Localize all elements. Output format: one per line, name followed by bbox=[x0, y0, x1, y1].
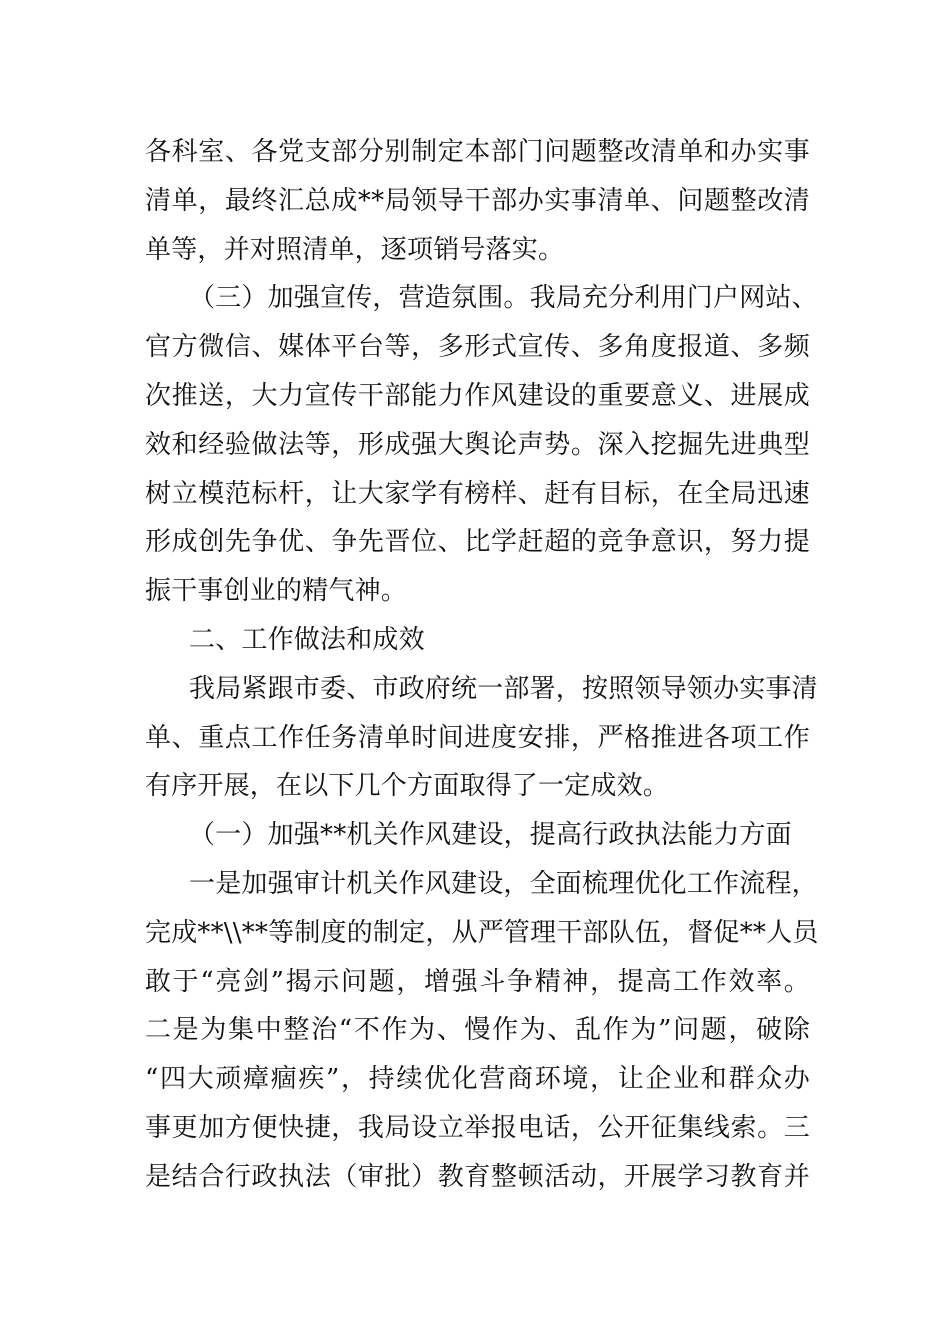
body-line-18: 敢于“亮剑”揭示问题，增强斗争精神，提高工作效率。 bbox=[145, 966, 810, 997]
body-line-22: 是结合行政执法（审批）教育整顿活动，开展学习教育并 bbox=[145, 1161, 810, 1192]
body-line-5: 官方微信、媒体平台等，多形式宣传、多角度报道、多频 bbox=[145, 332, 810, 363]
document-body bbox=[145, 128, 819, 1202]
body-line-14: 有序开展，在以下几个方面取得了一定成效。 bbox=[145, 771, 670, 802]
body-line-2: 清单，最终汇总成**局领导干部办实事清单、问题整改清 bbox=[145, 185, 810, 216]
body-line-3: 单等，并对照清单，逐项销号落实。 bbox=[145, 234, 565, 265]
body-line-12: 我局紧跟市委、市政府统一部署，按照领导领办实事清 bbox=[189, 673, 818, 704]
body-line-1: 各科室、各党支部分别制定本部门问题整改清单和办实事 bbox=[145, 137, 810, 167]
body-line-17: 完成**\\**等制度的制定，从严管理干部队伍，督促**人员 bbox=[145, 917, 819, 948]
body-line-8: 树立模范标杆，让大家学有榜样、赶有目标，在全局迅速 bbox=[145, 478, 810, 509]
body-line-20: “四大顽瘴痼疾”，持续优化营商环境，让企业和群众办 bbox=[145, 1064, 810, 1095]
body-line-9: 形成创先争优、争先晋位、比学赶超的竞争意识，努力提 bbox=[145, 527, 810, 558]
body-line-10: 振干事创业的精气神。 bbox=[145, 576, 408, 607]
body-line-16: 一是加强审计机关作风建设，全面梳理优化工作流程， bbox=[189, 868, 818, 899]
body-line-21: 事更加方便快捷，我局设立举报电话，公开征集线索。三 bbox=[145, 1112, 810, 1143]
section-three-heading-line: （三）加强宣传，营造氛围。我局充分利用门户网站、 bbox=[189, 283, 818, 314]
body-line-13: 单、重点工作任务清单时间进度安排，严格推进各项工作 bbox=[145, 722, 810, 753]
subsection-one-heading: （一）加强**机关作风建设，提高行政执法能力方面 bbox=[189, 820, 792, 851]
section-two-heading: 二、工作做法和成效 bbox=[189, 624, 425, 655]
body-line-19: 二是为集中整治“不作为、慢作为、乱作为”问题，破除 bbox=[145, 1015, 810, 1046]
body-line-6: 次推送，大力宣传干部能力作风建设的重要意义、进展成 bbox=[145, 380, 810, 411]
body-line-7: 效和经验做法等，形成强大舆论声势。深入挖掘先进典型 bbox=[145, 429, 810, 460]
